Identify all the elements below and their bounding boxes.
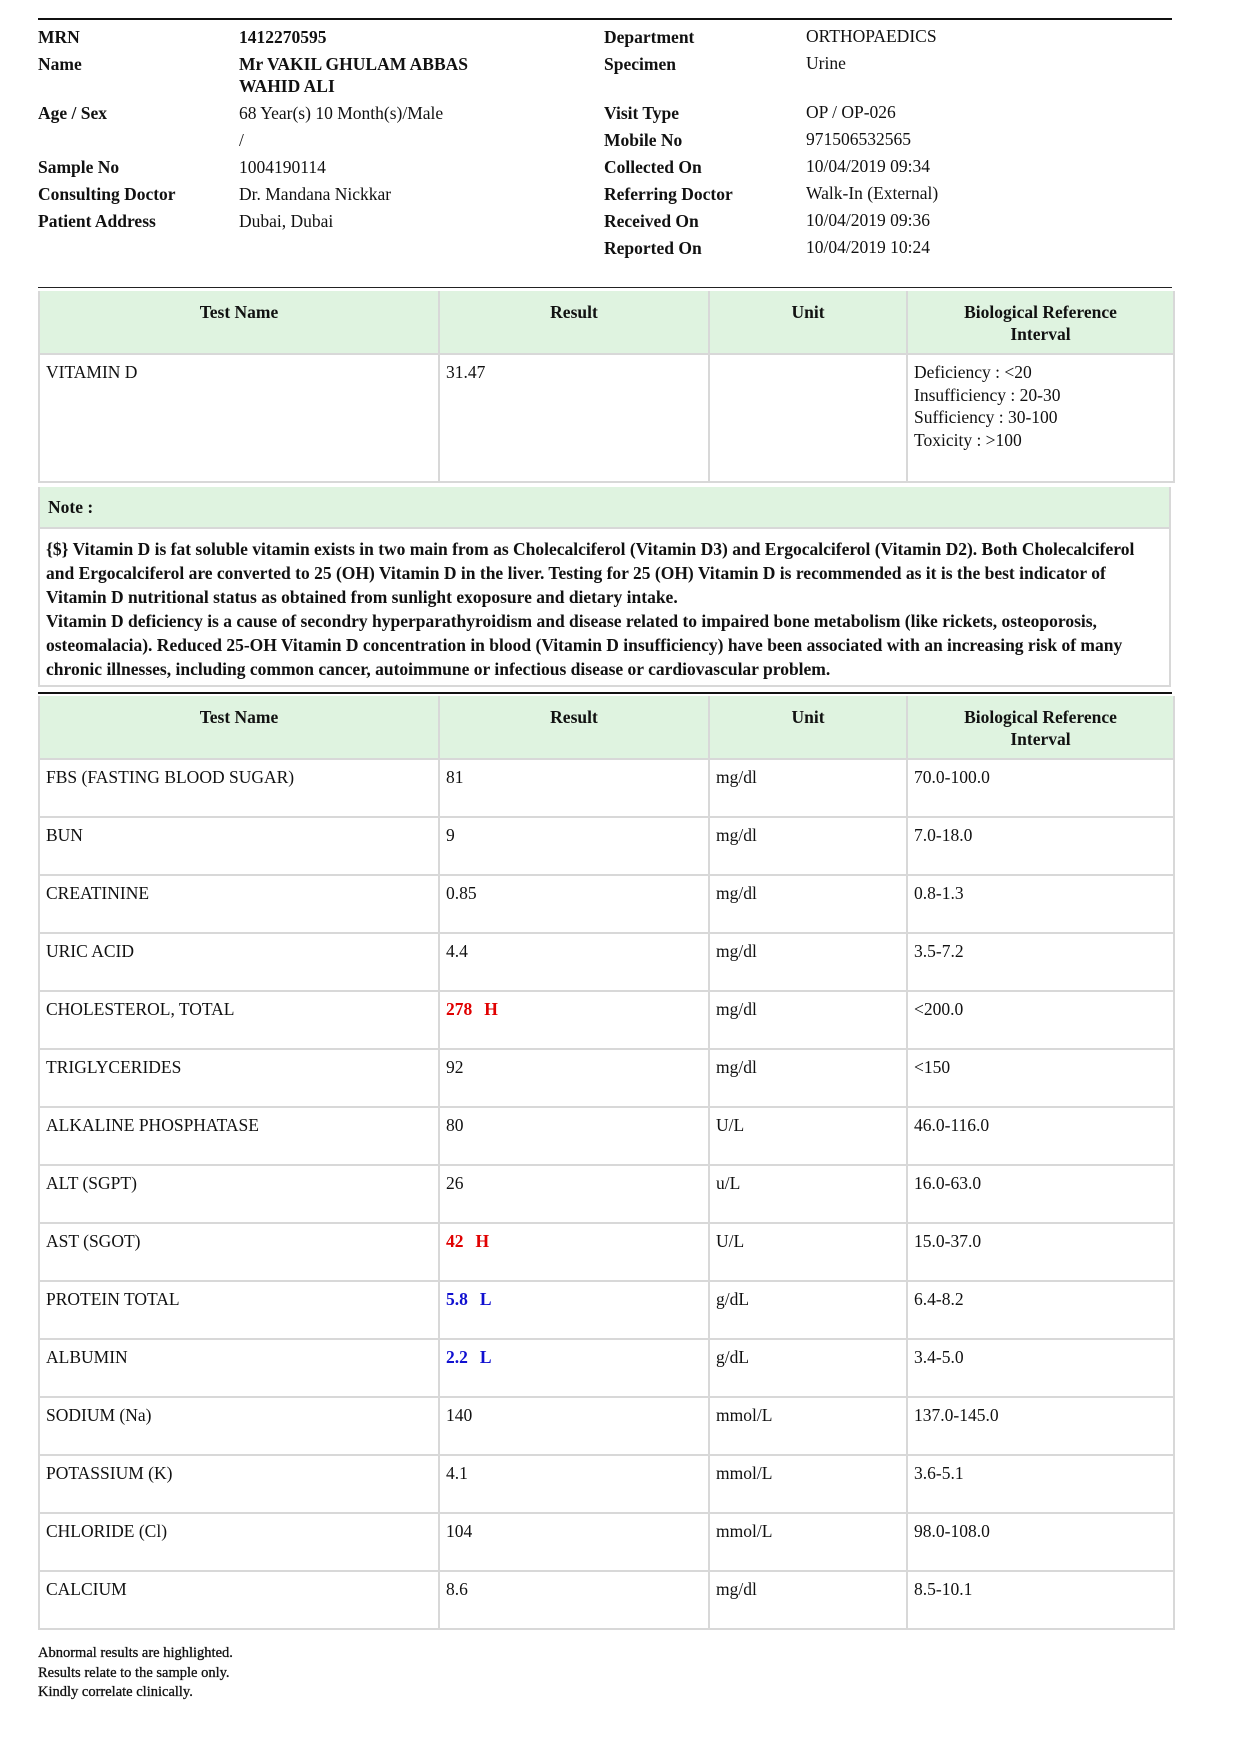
visit-type-value: OP / OP-026 [806,102,896,122]
test-name-cell: CREATININE [40,876,440,934]
result-cell [440,1340,710,1398]
consulting-doctor-value: Dr. Mandana Nickkar [239,184,392,204]
result-cell [440,1456,710,1514]
reference-line: Sufficiency : 30-100 [914,407,1058,427]
result-cell [440,760,710,818]
table-row [40,355,1173,483]
header-test-name: Test Name [40,696,440,760]
reference-cell: 3.6-5.1 [908,1456,1173,1514]
collected-on-value: 10/04/2019 09:34 [806,156,930,176]
note-paragraph-1: {$} Vitamin D is fat soluble vitamin exists in two main from as Cholecalciferol (Vitamin D3) and Ergocalciferol (Vitamin D2). Both Cholecalciferol and Ergocalciferol are converted to 25 (OH) Vitamin D in the liver. Testing for 25 (OH) Vitamin D is recommended as it is the best indicator of Vitamin D nutritional status as obtained from sunlight exoposure and dietary intake. [46,539,1135,607]
specimen-value: Urine [806,53,846,73]
result-cell [440,1514,710,1572]
unit-cell: mg/dl [710,876,908,934]
mobile-no-value: 971506532565 [806,129,911,149]
received-on-label: Received On [604,211,699,231]
reference-cell: 46.0-116.0 [908,1108,1173,1166]
name-value-line2: WAHID ALI [239,76,335,96]
unit-cell: mg/dl [710,818,908,876]
reference-cell: 3.4-5.0 [908,1340,1173,1398]
reference-cell: 6.4-8.2 [908,1282,1173,1340]
test-name-cell: ALBUMIN [40,1340,440,1398]
specimen-label: Specimen [604,54,676,74]
unit-cell: mmol/L [710,1456,908,1514]
table-row [40,1456,1173,1514]
test-name-cell: URIC ACID [40,934,440,992]
table-row [40,760,1173,818]
unit-cell: g/dL [710,1282,908,1340]
footer-line-1: Abnormal results are highlighted. [38,1645,233,1661]
unit-cell: U/L [710,1224,908,1282]
table-row [40,934,1173,992]
test-name-cell: AST (SGOT) [40,1224,440,1282]
test-name-cell: VITAMIN D [40,355,440,483]
reference-cell [908,355,1173,483]
table-row [40,1340,1173,1398]
footer-line-3: Kindly correlate clinically. [38,1684,193,1700]
note-body [38,529,1171,687]
header-reference-line1: Biological Reference [964,707,1117,727]
result-value: 104 [446,1521,473,1541]
reference-cell: 137.0-145.0 [908,1398,1173,1456]
result-cell [440,1282,710,1340]
result-value: 26 [446,1173,464,1193]
age-sex-value-line2: / [239,130,244,150]
result-value: 5.8 [446,1289,468,1309]
name-value: Mr VAKIL GHULAM ABBAS [239,54,469,74]
patient-address-label: Patient Address [38,211,156,231]
table-row [40,992,1173,1050]
abnormal-flag: H [475,1231,490,1251]
note-paragraph-2: Vitamin D deficiency is a cause of secondry hyperparathyroidism and disease related to impaired bone metabolism (like rickets, osteoporosis, osteomalacia). Reduced 25-OH Vitamin D concentration in blood (Vitamin D insufficiency) have been associated with an increasing risk of many chronic illnesses, including common cancer, autoimmune or infectious disease or cardiovascular problem. [46,611,1123,679]
department-value: ORTHOPAEDICS [806,26,937,46]
unit-cell: mg/dl [710,992,908,1050]
table-row [40,1282,1173,1340]
header-bottom-rule [38,287,1172,288]
test-name-cell: TRIGLYCERIDES [40,1050,440,1108]
note-title: Note : [38,487,1171,529]
abnormal-flag: H [484,999,498,1019]
result-value: 9 [446,825,455,845]
reported-on-value: 10/04/2019 10:24 [806,237,930,257]
result-value: 81 [446,767,464,787]
header-reference-line2: Interval [1010,729,1071,749]
sample-no-label: Sample No [38,157,120,177]
test-name-cell: CHLORIDE (Cl) [40,1514,440,1572]
result-value: 42 [446,1231,464,1251]
unit-cell: mmol/L [710,1514,908,1572]
table-row [40,1166,1173,1224]
reference-cell: 8.5-10.1 [908,1572,1173,1630]
header-reference [908,291,1173,355]
test-name-cell: FBS (FASTING BLOOD SUGAR) [40,760,440,818]
test-name-cell: CALCIUM [40,1572,440,1630]
result-value: 4.1 [446,1463,468,1483]
reference-cell: 0.8-1.3 [908,876,1173,934]
result-value: 80 [446,1115,464,1135]
header-reference [908,696,1173,760]
result-cell [440,1166,710,1224]
lab-results-body [40,760,1173,1630]
reported-on-label: Reported On [604,238,702,258]
table-row [40,818,1173,876]
header-result: Result [440,696,710,760]
result-cell [440,1224,710,1282]
reference-cell: 15.0-37.0 [908,1224,1173,1282]
vitamin-d-table [38,291,1175,483]
header-result: Result [440,291,710,355]
unit-cell [710,355,908,483]
visit-type-label: Visit Type [604,103,680,123]
table-row [40,1050,1173,1108]
mobile-no-label: Mobile No [604,130,683,150]
result-cell [440,876,710,934]
mrn-label: MRN [38,27,80,47]
age-sex-label: Age / Sex [38,103,108,123]
age-sex-value: 68 Year(s) 10 Month(s)/Male [239,103,444,123]
result-value: 2.2 [446,1347,468,1367]
table-row [40,1398,1173,1456]
sample-no-value: 1004190114 [239,157,326,177]
unit-cell: mg/dl [710,760,908,818]
table-row [40,876,1173,934]
result-value: 8.6 [446,1579,468,1599]
abnormal-flag: L [479,1347,492,1367]
unit-cell: u/L [710,1166,908,1224]
reference-cell: 70.0-100.0 [908,760,1173,818]
result-cell [440,1108,710,1166]
test-name-cell: POTASSIUM (K) [40,1456,440,1514]
reference-line: Deficiency : <20 [914,362,1032,382]
table-row [40,1514,1173,1572]
unit-cell: mg/dl [710,1572,908,1630]
test-name-cell: SODIUM (Na) [40,1398,440,1456]
header-reference-line1: Biological Reference [964,302,1117,322]
abnormal-flag: L [479,1289,492,1309]
reference-line: Insufficiency : 20-30 [914,384,1061,405]
table-row [40,1572,1173,1630]
department-label: Department [604,27,695,47]
header-reference-line2: Interval [1010,324,1071,344]
patient-address-value: Dubai, Dubai [239,211,334,231]
table-header-row [40,696,1173,760]
result-value: 0.85 [446,883,477,903]
unit-cell: mg/dl [710,934,908,992]
result-cell [440,1572,710,1630]
result-cell [440,1050,710,1108]
unit-cell: g/dL [710,1340,908,1398]
result-cell [440,992,710,1050]
reference-cell: 7.0-18.0 [908,818,1173,876]
header-unit: Unit [710,291,908,355]
lab-results-table [38,696,1175,1630]
reference-cell: 3.5-7.2 [908,934,1173,992]
footer-line-2: Results relate to the sample only. [38,1664,230,1681]
test-name-cell: ALKALINE PHOSPHATASE [40,1108,440,1166]
test-name-cell: ALT (SGPT) [40,1166,440,1224]
header-test-name: Test Name [40,291,440,355]
result-value: 92 [446,1057,464,1077]
table-row [40,1224,1173,1282]
test-name-cell: CHOLESTEROL, TOTAL [40,992,440,1050]
test-name-cell: PROTEIN TOTAL [40,1282,440,1340]
name-label: Name [38,54,82,74]
mrn-value: 1412270595 [239,27,327,47]
lab-report-page [38,18,1172,1703]
patient-info [38,20,1172,287]
collected-on-label: Collected On [604,157,702,177]
unit-cell: mg/dl [710,1050,908,1108]
referring-doctor-label: Referring Doctor [604,184,733,204]
received-on-value: 10/04/2019 09:36 [806,210,930,230]
section-separator [38,692,1172,694]
unit-cell: mmol/L [710,1398,908,1456]
result-cell [440,818,710,876]
reference-cell: <200.0 [908,992,1173,1050]
reference-cell: 16.0-63.0 [908,1166,1173,1224]
reference-cell: <150 [908,1050,1173,1108]
table-header-row [40,291,1173,355]
reference-line: Toxicity : >100 [914,429,1022,450]
result-value: 140 [446,1405,473,1425]
table-row [40,1108,1173,1166]
result-cell [440,934,710,992]
result-cell [440,1398,710,1456]
result-cell: 31.47 [440,355,710,483]
result-value: 278 [446,999,473,1019]
result-value: 4.4 [446,941,468,961]
unit-cell: U/L [710,1108,908,1166]
reference-cell: 98.0-108.0 [908,1514,1173,1572]
test-name-cell: BUN [40,818,440,876]
report-footer [38,1644,1172,1703]
header-unit: Unit [710,696,908,760]
consulting-doctor-label: Consulting Doctor [38,184,176,204]
referring-doctor-value: Walk-In (External) [806,183,939,203]
